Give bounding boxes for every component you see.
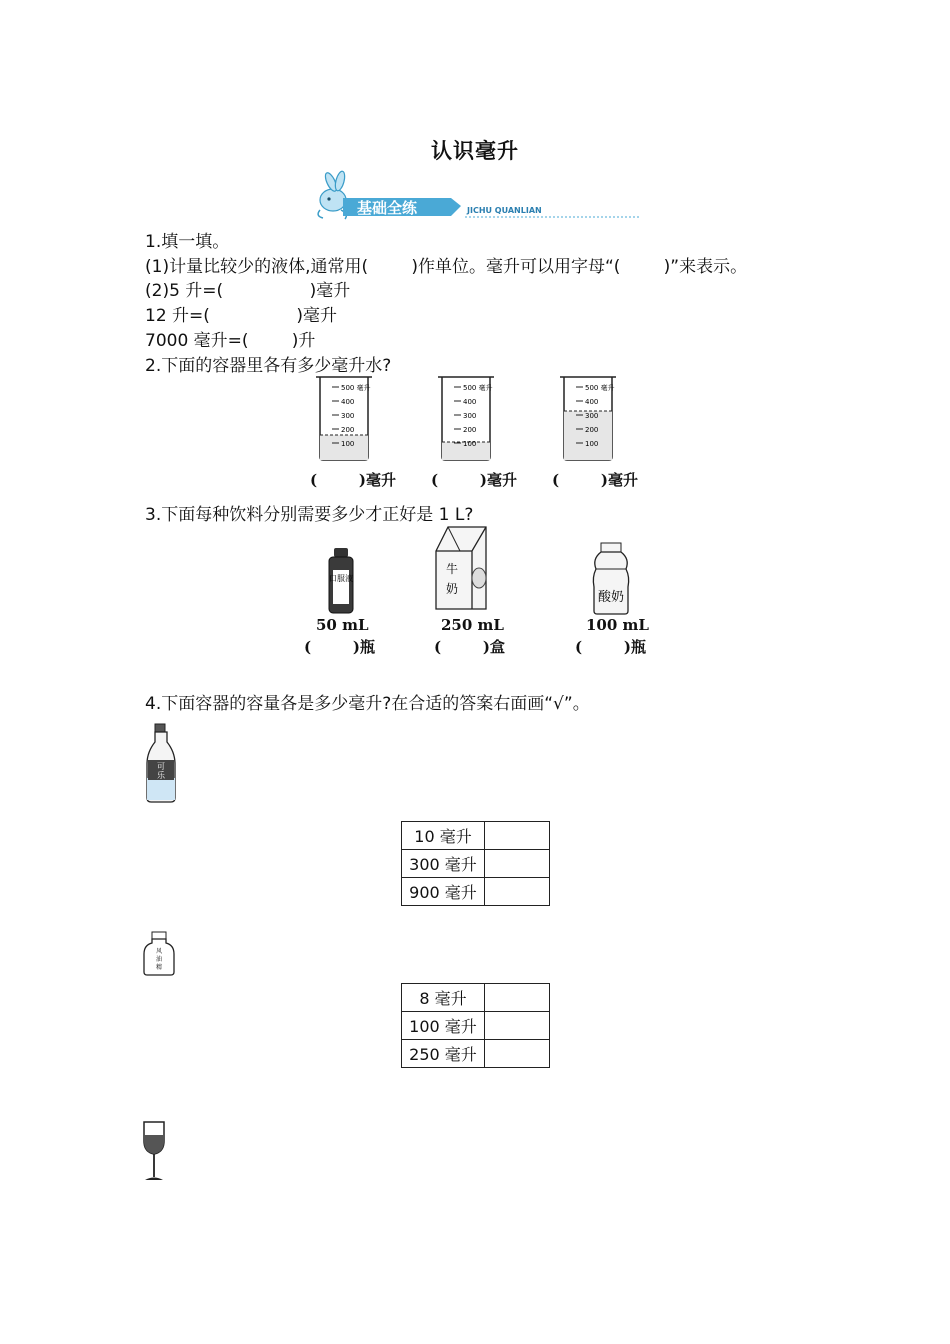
svg-text:乐: 乐 — [157, 771, 165, 780]
answer-cell[interactable] — [485, 1040, 550, 1068]
table-cell: 100 毫升 — [402, 1012, 485, 1040]
q4-table-2 — [401, 983, 550, 1068]
table-cell: 10 毫升 — [402, 822, 485, 850]
svg-text:风: 风 — [155, 948, 163, 955]
q1-heading: 1.填一填。 — [145, 232, 230, 252]
svg-text:油: 油 — [155, 956, 163, 963]
table-cell: 8 毫升 — [402, 984, 485, 1012]
beaker-3-icon — [560, 377, 616, 460]
svg-text:500 毫升: 500 毫升 — [585, 384, 615, 392]
svg-text:牛: 牛 — [445, 562, 459, 576]
svg-text:100: 100 — [341, 440, 355, 448]
q2-heading: 2.下面的容器里各有多少毫升水? — [145, 356, 392, 376]
banner-main-text: 基础全练 — [357, 199, 418, 217]
oral-liquid-bottle-icon — [325, 546, 357, 616]
q3-heading: 3.下面每种饮料分别需要多少才正好是 1 L? — [145, 505, 474, 525]
svg-text:口服液: 口服液 — [329, 574, 353, 583]
table-row — [402, 850, 550, 878]
svg-text:400: 400 — [341, 398, 355, 406]
answer-cell[interactable] — [485, 1012, 550, 1040]
milk-carton-icon — [430, 523, 492, 615]
svg-text:100: 100 — [463, 440, 477, 448]
q3-volume-1: 50 mL — [316, 616, 369, 634]
svg-text:奶: 奶 — [445, 582, 459, 596]
q1-line2: (2)5 升=( )毫升 — [145, 281, 351, 301]
table-cell: 900 毫升 — [402, 878, 485, 906]
wine-glass-icon — [140, 1119, 168, 1185]
svg-text:精: 精 — [155, 964, 163, 971]
oil-bottle-icon — [141, 930, 177, 978]
answer-cell[interactable] — [485, 850, 550, 878]
beakers-figure — [310, 373, 650, 463]
svg-text:400: 400 — [463, 398, 477, 406]
table-row — [402, 878, 550, 906]
answer-cell[interactable] — [485, 984, 550, 1012]
q2-answer-2: ( )毫升 — [431, 471, 517, 489]
beaker-2-icon — [438, 377, 494, 460]
banner-pinyin: JICHU QUANLIAN — [467, 206, 542, 215]
section-banner — [305, 170, 645, 222]
table-row — [402, 984, 550, 1012]
table-cell: 250 毫升 — [402, 1040, 485, 1068]
q3-answer-1: ( )瓶 — [304, 638, 375, 656]
answer-cell[interactable] — [485, 878, 550, 906]
cola-bottle-icon — [143, 722, 179, 804]
page-title: 认识毫升 — [431, 139, 519, 163]
svg-text:400: 400 — [585, 398, 599, 406]
q2-answer-3: ( )毫升 — [552, 471, 638, 489]
yogurt-bottle-icon — [588, 541, 634, 616]
q4-heading: 4.下面容器的容量各是多少毫升?在合适的答案右面画“√”。 — [145, 694, 590, 714]
svg-text:300: 300 — [463, 412, 477, 420]
svg-text:300: 300 — [585, 412, 599, 420]
q2-answer-1: ( )毫升 — [310, 471, 396, 489]
q1-line3: 12 升=( )毫升 — [145, 306, 338, 326]
q3-volume-3: 100 mL — [586, 616, 649, 634]
svg-text:500 毫升: 500 毫升 — [463, 384, 493, 392]
q3-answer-2: ( )盒 — [434, 638, 505, 656]
q4-table-1 — [401, 821, 550, 906]
table-cell: 300 毫升 — [402, 850, 485, 878]
q3-answer-3: ( )瓶 — [575, 638, 646, 656]
table-row — [402, 1012, 550, 1040]
svg-text:200: 200 — [341, 426, 355, 434]
svg-text:200: 200 — [585, 426, 599, 434]
svg-text:200: 200 — [463, 426, 477, 434]
beaker-1-icon — [316, 377, 372, 460]
svg-text:500 毫升: 500 毫升 — [341, 384, 371, 392]
q1-line4: 7000 毫升=( )升 — [145, 331, 316, 351]
table-row — [402, 1040, 550, 1068]
svg-text:酸奶: 酸奶 — [597, 590, 625, 605]
q3-volume-2: 250 mL — [441, 616, 504, 634]
svg-text:可: 可 — [157, 762, 165, 771]
table-row — [402, 822, 550, 850]
q1-line1: (1)计量比较少的液体,通常用( )作单位。毫升可以用字母“( )”来表示。 — [145, 257, 748, 277]
answer-cell[interactable] — [485, 822, 550, 850]
svg-text:300: 300 — [341, 412, 355, 420]
rabbit-mascot-icon — [318, 170, 346, 219]
svg-text:100: 100 — [585, 440, 599, 448]
